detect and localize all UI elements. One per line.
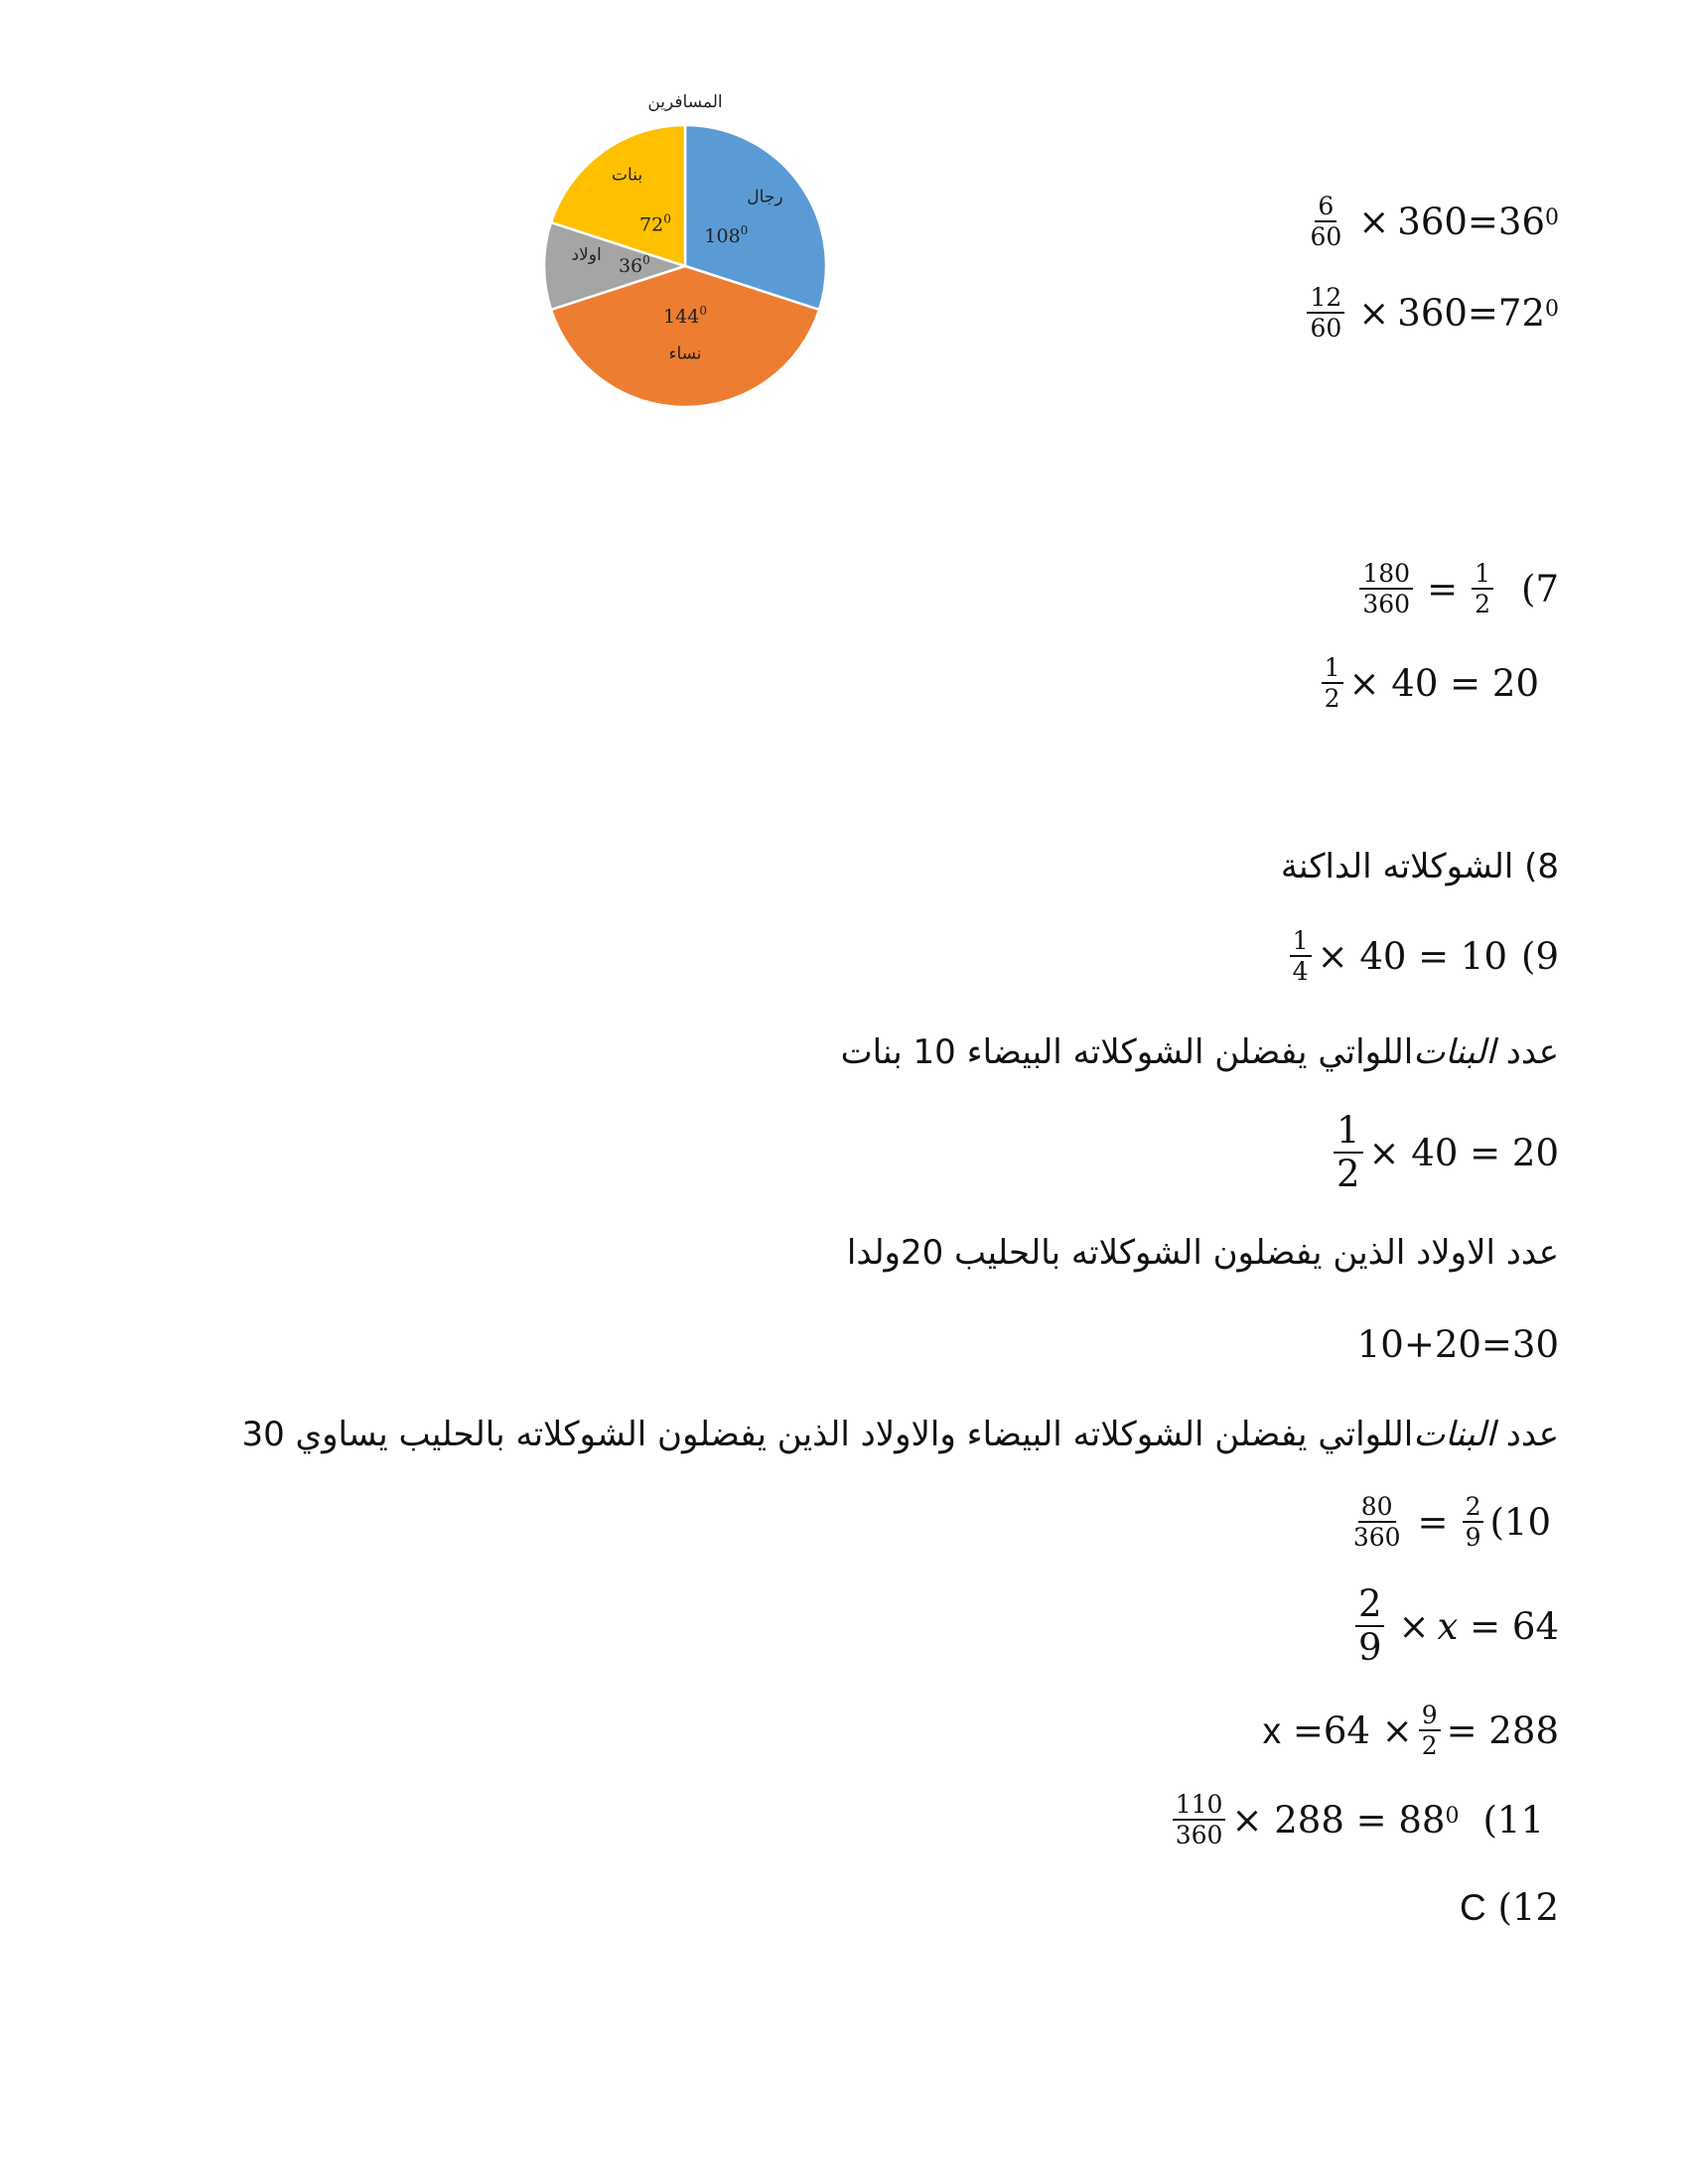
fraction: $\frac{1}{2}$	[1334, 1112, 1363, 1194]
question-12-answer: C (12	[1459, 1886, 1559, 1929]
question-9-boys-text: عدد الاولاد الذين يفضلون الشوكلاته بالحليب 20ولدا	[846, 1233, 1559, 1273]
slice-value-label: $72^0$	[639, 211, 671, 236]
equation-72: $\frac{12}{60}$ × 360=72 $^0$	[1301, 285, 1559, 342]
question-10-ratio: $\frac{80}{360}$ = $\frac{2}{9}$ (10	[1344, 1494, 1551, 1552]
fraction: $\frac{1}{4}$	[1290, 928, 1312, 986]
question-10-solution: x =64 × $\frac{9}{2}$ = 288	[1262, 1701, 1559, 1761]
question-number: (10	[1489, 1501, 1551, 1545]
slice-value-label: $144^0$	[663, 304, 707, 329]
slice-label: رجال	[747, 187, 783, 207]
question-number: (12	[1497, 1886, 1559, 1929]
fraction: $\frac{12}{60}$	[1307, 285, 1344, 342]
fraction: $\frac{110}{360}$	[1173, 1792, 1226, 1849]
fraction: $\frac{80}{360}$	[1352, 1492, 1401, 1553]
fraction: $\frac{2}{9}$	[1355, 1585, 1385, 1668]
question-number: (11	[1482, 1799, 1544, 1843]
question-9-boys-calc: $\frac{1}{2}$ × 40 = 20	[1328, 1112, 1559, 1194]
fraction: $\frac{2}{9}$	[1463, 1494, 1484, 1552]
pie-chart	[516, 87, 854, 415]
question-number: (9	[1521, 935, 1559, 979]
slice-label: بنات	[612, 165, 643, 186]
question-9-girls-calc: $\frac{1}{4}$ × 40 = 10 (9	[1284, 928, 1559, 986]
fraction: $\frac{1}{2}$	[1472, 561, 1493, 618]
slice-label: نساء	[668, 343, 702, 364]
question-7-ratio: $\frac{180}{360}$ = $\frac{1}{2}$ (7	[1353, 561, 1559, 618]
fraction: $\frac{6}{60}$	[1310, 192, 1342, 252]
question-9-sum: 10+20=30	[1356, 1323, 1559, 1366]
question-10-equation: $\frac{2}{9}$ × x = 64	[1349, 1585, 1559, 1668]
fraction: $\frac{1}{2}$	[1322, 655, 1343, 713]
slice-value-label: $36^0$	[618, 253, 650, 277]
question-7-result: $\frac{1}{2}$ × 40 = 20	[1316, 655, 1539, 713]
question-number: (7	[1521, 568, 1559, 612]
pie-title: المسافرين	[647, 92, 723, 112]
equation-36: $\frac{6}{60}$ × 360=36 $^0$	[1301, 194, 1559, 251]
question-9-total-text: عدد البنات اللواتي يفضلن الشوكلاته البيضاء والاولاد الذين يفضلون الشوكلاته بالحليب يساوي 30	[241, 1415, 1559, 1454]
slice-label: اولاد	[571, 245, 602, 265]
question-9-girls-text: عدد البنات اللواتي يفضلن الشوكلاته البيضاء 10 بنات	[840, 1032, 1559, 1072]
fraction: $\frac{180}{360}$	[1359, 561, 1413, 618]
fraction: $\frac{9}{2}$	[1419, 1703, 1441, 1760]
question-8-answer: 8) الشوكلاته الداكنة	[1280, 847, 1559, 887]
slice-value-label: $108^0$	[704, 222, 749, 247]
question-11-calc: $\frac{110}{360}$ × 288 = 88 $^0$ (11	[1167, 1792, 1544, 1849]
